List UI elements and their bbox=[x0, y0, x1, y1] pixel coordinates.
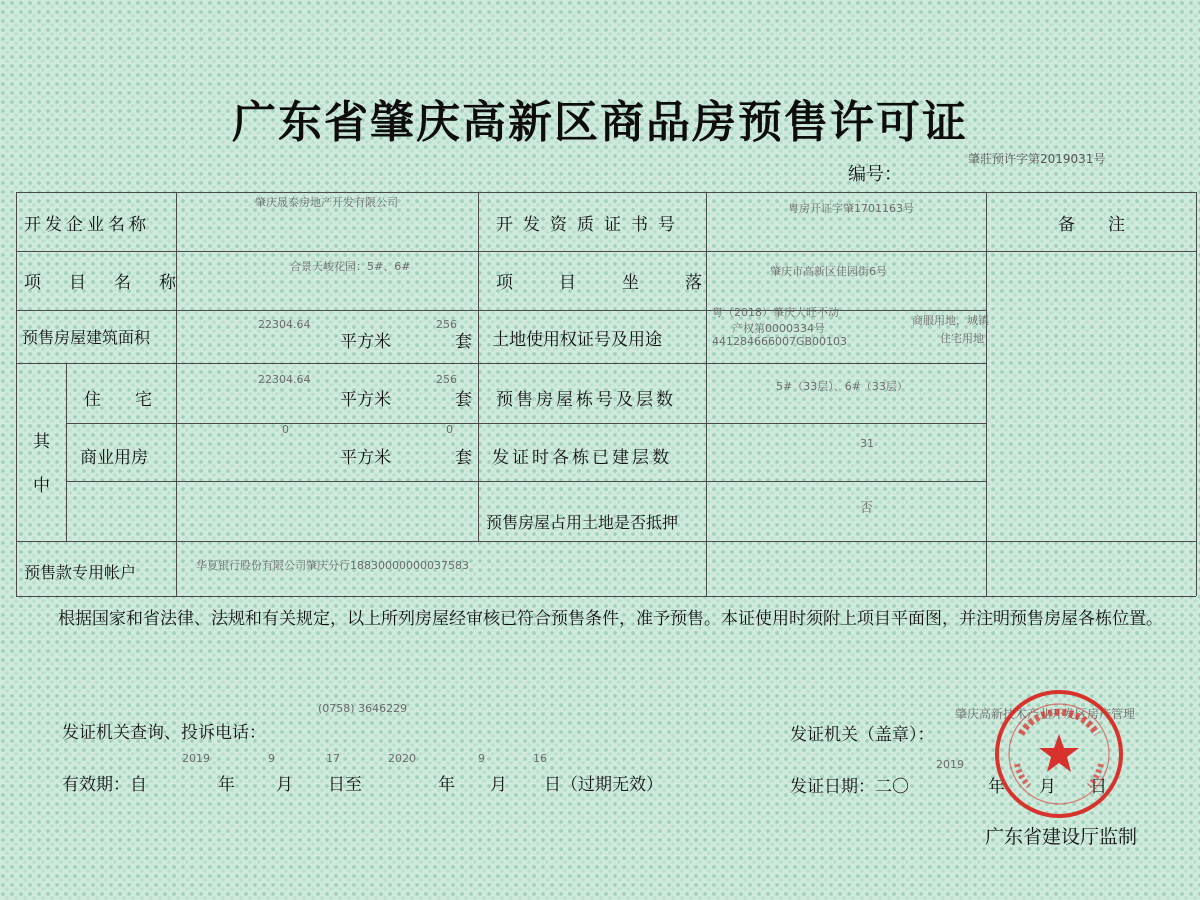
project-value: 合景天峻花园：5#、6# bbox=[290, 260, 411, 273]
residential-sqm: 平方米 bbox=[340, 390, 391, 410]
residential-area: 22304.64 bbox=[258, 373, 311, 386]
valid-day-to-label: 日至 bbox=[328, 775, 362, 795]
valid-from-month: 9 bbox=[268, 752, 275, 765]
land-value-1: 粤（2018）肇庆大旺不动 bbox=[712, 306, 839, 319]
account-label: 预售款专用帐户 bbox=[24, 563, 137, 582]
residential-unit: 套 bbox=[455, 390, 472, 410]
developer-label: 开发企业名称 bbox=[24, 215, 150, 235]
account-value: 华夏银行股份有限公司肇庆分行18830000000037583 bbox=[196, 559, 469, 572]
valid-to-year-label: 年 bbox=[438, 775, 455, 795]
number-label: 编号： bbox=[848, 164, 902, 185]
floors-built-value: 31 bbox=[860, 437, 874, 450]
validity-label: 有效期：自 bbox=[62, 775, 147, 795]
valid-to-day: 16 bbox=[533, 752, 547, 765]
valid-to-year: 2020 bbox=[388, 752, 416, 765]
valid-from-year: 2019 bbox=[182, 752, 210, 765]
building-label: 预售房屋栋号及层数 bbox=[496, 390, 676, 410]
valid-to-month-label: 月 bbox=[490, 775, 507, 795]
mortgage-value: 否 bbox=[860, 501, 874, 516]
residential-units: 256 bbox=[436, 373, 457, 386]
presale-area-value: 22304.64 bbox=[258, 318, 311, 331]
issuer-value: 肇庆高新技术产业开发区房产管理 bbox=[955, 707, 1136, 721]
issue-date-parts: 年 月 日 bbox=[988, 777, 1107, 797]
location-label: 项目坐落 bbox=[496, 273, 748, 293]
commercial-sqm: 平方米 bbox=[340, 448, 391, 468]
floors-built-label: 发证时各栋已建层数 bbox=[492, 448, 672, 468]
supervisor-text: 广东省建设厅监制 bbox=[985, 826, 1138, 848]
residential-label: 住 宅 bbox=[84, 390, 152, 410]
statement-text: 根据国家和省法律、法规和有关规定，以上所列房屋经审核已符合预售条件，准予预售。本证使用时须附上项目平面图，并注明预售房屋各栋位置。 bbox=[58, 609, 1163, 629]
contact-label: 发证机关查询、投诉电话： bbox=[62, 723, 266, 743]
issue-year: 2019 bbox=[936, 758, 964, 771]
number-value: 肇莊预许字第2019031号 bbox=[968, 152, 1106, 166]
mortgage-label: 预售房屋占用土地是否抵押 bbox=[486, 513, 679, 532]
official-seal bbox=[995, 690, 1123, 818]
commercial-unit: 套 bbox=[455, 448, 472, 468]
valid-from-month-label: 月 bbox=[276, 775, 293, 795]
valid-to-month: 9 bbox=[478, 752, 485, 765]
location-value: 肇庆市高新区佳园街6号 bbox=[770, 265, 887, 278]
land-label: 土地使用权证号及用途 bbox=[492, 330, 662, 350]
presale-units-value: 256 bbox=[436, 318, 457, 331]
developer-value: 肇庆晟泰房地产开发有限公司 bbox=[255, 196, 398, 209]
land-value-2: 产权第0000334号 bbox=[732, 322, 825, 335]
valid-from-year-label: 年 bbox=[218, 775, 235, 795]
land-use-2: 住宅用地 bbox=[940, 332, 984, 345]
presale-area-label: 预售房屋建筑面积 bbox=[22, 328, 151, 347]
land-value-3: 441284666007GB00103 bbox=[712, 335, 848, 348]
commercial-units: 0 bbox=[446, 423, 453, 436]
among-label: 其中 bbox=[33, 432, 50, 496]
document-title: 广东省肇庆高新区商品房预售许可证 bbox=[232, 97, 968, 148]
building-value: 5#（33层）、6#（33层） bbox=[776, 380, 908, 393]
cert-label: 开发资质证书号 bbox=[496, 215, 685, 235]
contact-value: (0758) 3646229 bbox=[318, 702, 408, 715]
project-label: 项目名称 bbox=[24, 273, 204, 293]
issuer-label: 发证机关（盖章）： bbox=[790, 725, 935, 745]
land-use-1: 商服用地，城镇 bbox=[912, 314, 989, 327]
valid-from-day: 17 bbox=[326, 752, 340, 765]
issue-date-label: 发证日期：二〇 bbox=[790, 777, 909, 797]
presale-sqm: 平方米 bbox=[340, 332, 391, 352]
commercial-label: 商业用房 bbox=[80, 448, 148, 468]
valid-expired-label: 日（过期无效） bbox=[544, 775, 663, 795]
cert-value: 粤房开证字肇1701163号 bbox=[788, 202, 914, 215]
remarks-label: 备 注 bbox=[1058, 215, 1133, 235]
commercial-area: 0 bbox=[282, 423, 289, 436]
presale-unit: 套 bbox=[455, 332, 472, 352]
